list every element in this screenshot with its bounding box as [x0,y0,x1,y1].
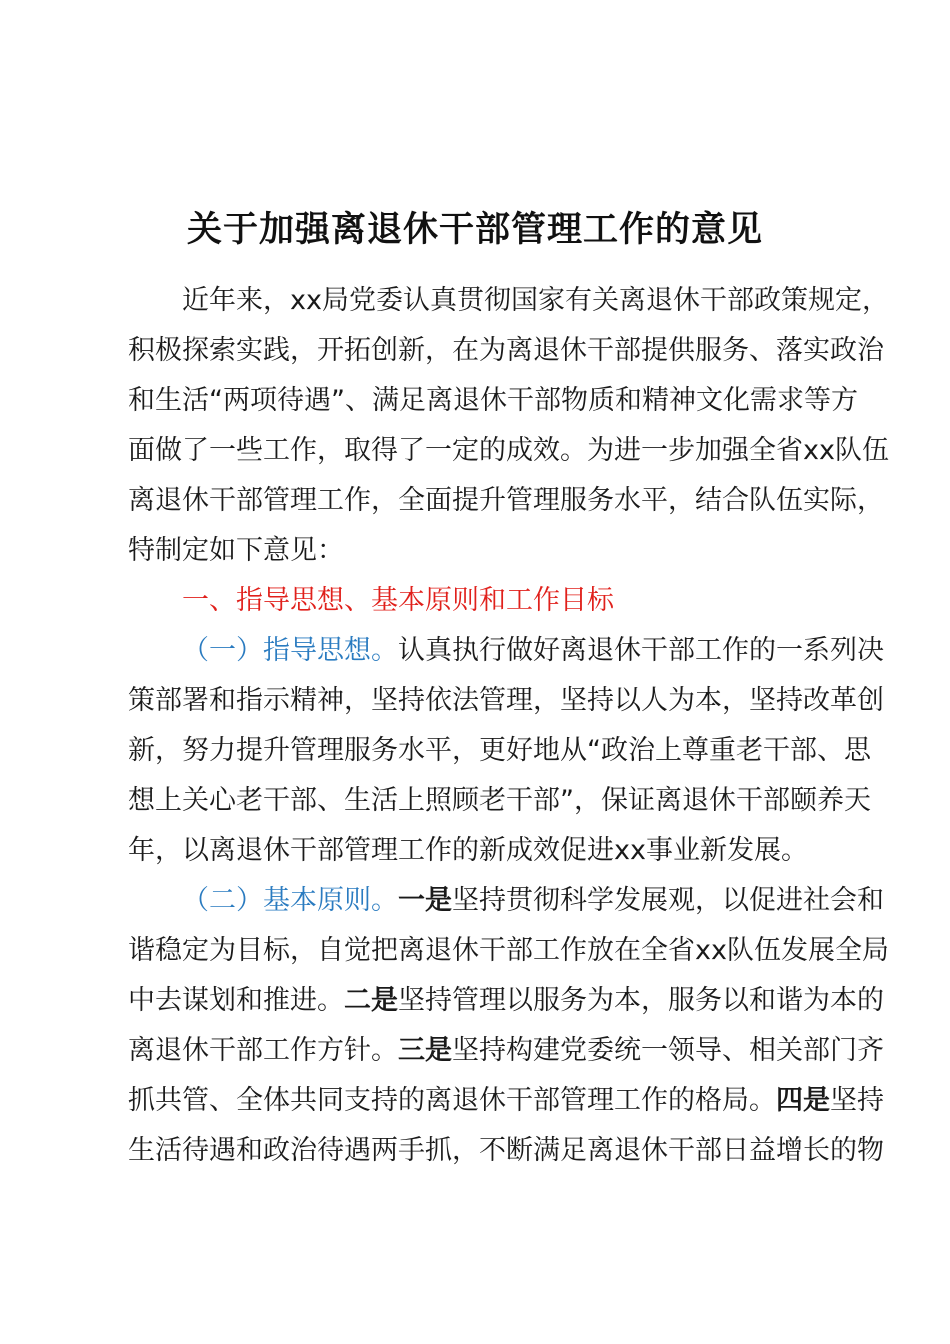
body-text: 坚持构建党委统一领导、相关部门齐 [452,1035,884,1066]
emphasis-text: 一是 [398,885,452,916]
body-text: 离退休干部工作方针。 [128,1035,398,1066]
body-text: 认真执行做好离退休干部工作的一系列决 [398,635,884,666]
section-heading-1: 一、指导思想、基本原则和工作目标 [182,585,614,616]
subsection-2-line [128,976,884,1026]
body-text: 抓共管、全体共同支持的离退休干部管理工作的格局。 [128,1085,776,1116]
subsection-1-line: 年，以离退休干部管理工作的新成效促进xx事业新发展。 [128,835,808,866]
intro-line: 面做了一些工作，取得了一定的成效。为进一步加强全省xx队伍 [128,435,889,466]
document-body [128,276,889,1176]
intro-line: 特制定如下意见： [128,535,344,566]
emphasis-text: 二是 [344,985,398,1016]
emphasis-text: 三是 [398,1035,452,1066]
subsection-2-line [128,1076,884,1126]
body-text: 中去谋划和推进。 [128,985,344,1016]
subsection-heading-2: （二）基本原则。 [182,885,398,916]
subsection-1-line: 想上关心老干部、生活上照顾老干部”，保证离退休干部颐养天 [128,785,871,816]
subsection-2-first-line [128,876,884,926]
emphasis-text: 四是 [776,1085,830,1116]
intro-line: 近年来，xx局党委认真贯彻国家有关离退休干部政策规定， [182,285,889,316]
subsection-2-line: 生活待遇和政治待遇两手抓，不断满足离退休干部日益增长的物 [128,1135,884,1166]
subsection-1-line: 新，努力提升管理服务水平，更好地从“政治上尊重老干部、思 [128,735,871,766]
body-text: 坚持 [830,1085,884,1116]
subsection-1-line: 策部署和指示精神，坚持依法管理，坚持以人为本，坚持改革创 [128,685,884,716]
document-title: 关于加强离退休干部管理工作的意见 [186,210,763,250]
body-text: 坚持贯彻科学发展观，以促进社会和 [452,885,884,916]
subsection-1-first-line [128,626,884,676]
intro-line: 离退休干部管理工作，全面提升管理服务水平，结合队伍实际， [128,485,884,516]
subsection-2-line [128,1026,884,1076]
intro-line: 和生活“两项待遇”、满足离退休干部物质和精神文化需求等方 [128,385,858,416]
subsection-2-line: 谐稳定为目标，自觉把离退休干部工作放在全省xx队伍发展全局 [128,935,889,966]
body-text: 坚持管理以服务为本，服务以和谐为本的 [398,985,884,1016]
intro-line: 积极探索实践，开拓创新，在为离退休干部提供服务、落实政治 [128,335,884,366]
subsection-heading-1: （一）指导思想。 [182,635,398,666]
